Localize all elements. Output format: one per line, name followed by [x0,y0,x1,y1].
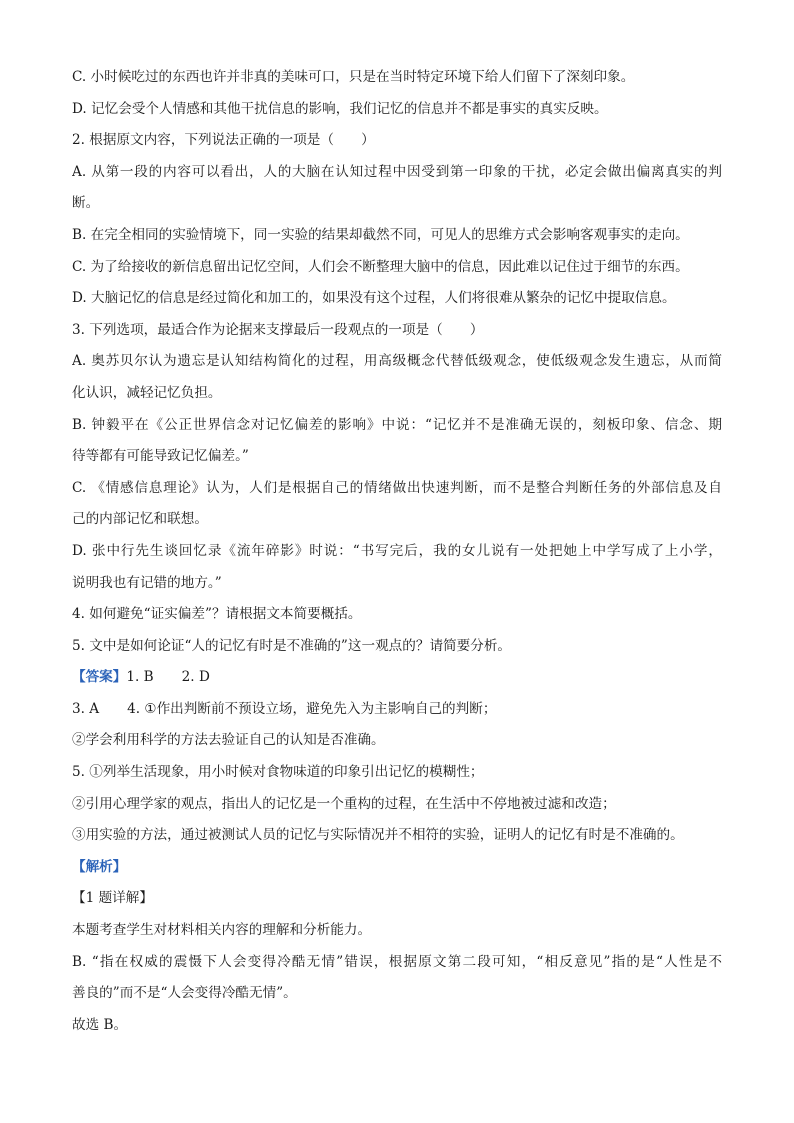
answer-3: 3. A [72,700,100,717]
answer-2: 2. D [181,669,210,686]
question-4: 4. 如何避免“证实偏差”？请根据文本简要概括。 [72,606,362,623]
detail-b-line1: B. “指在权威的震慑下人会变得冷酷无情”错误，根据原文第二段可知，“相反意见”指的是“人性是不 [72,953,722,970]
detail-intro: 本题考查学生对材料相关内容的理解和分析能力。 [72,922,372,939]
detail-b-line2: 善良的”而不是“人会变得冷酷无情”。 [72,985,297,1002]
answer-4-point-1: 4. ①作出判断前不预设立场，避免先入为主影响自己的判断； [127,700,497,717]
option-c-q2: C. 为了给接收的新信息留出记忆空间，人们会不断整理大脑中的信息，因此难以记住过于细节的东西。 [72,258,689,275]
answer-row-1 [72,662,722,694]
question-3: 3. 下列选项，最适合作为论据来支撑最后一段观点的一项是（ ） [72,321,484,338]
option-b-q2: B. 在完全相同的实验情境下，同一实验的结果却截然不同，可见人的思维方式会影响客观事实的走向。 [72,226,689,243]
option-d-q2: D. 大脑记忆的信息是经过简化和加工的，如果没有这个过程，人们将很难从繁杂的记忆中提取信息。 [72,290,676,307]
question-5: 5. 文中是如何论证“人的记忆有时是不准确的”这一观点的？请简要分析。 [72,637,512,654]
option-a-q2-line1: A. 从第一段的内容可以看出，人的大脑在认知过程中因受到第一印象的干扰，必定会做出偏离真实的判 [72,163,722,180]
option-b-q3-line2: 待等都有可能导致记忆偏差。” [72,448,249,465]
answer-4-point-2: ②学会利用科学的方法去验证自己的认知是否准确。 [72,732,385,749]
option-d-q3-line2: 说明我也有记错的地方。” [72,574,222,591]
conclusion: 故选 B。 [72,1016,128,1033]
option-c-q3-line2: 己的内部记忆和联想。 [72,511,208,528]
question-2: 2. 根据原文内容，下列说法正确的一项是（ ） [72,132,375,149]
analysis-row [72,852,722,884]
answer-1: 1. B [126,669,154,686]
document-page [72,62,722,1041]
answer-5-point-3: ③用实验的方法，通过被测试人员的记忆与实际情况并不相符的实验，证明人的记忆有时是不准确的。 [72,827,684,844]
analysis-tag: 【解析】 [72,858,127,875]
answer-tag: 【答案】 [72,669,127,686]
option-c-q3-line1: C. 《情感信息理论》认为，人们是根据自己的情绪做出快速判断，而不是整合判断任务的外部信息及自 [72,479,722,496]
answer-5-point-2: ②引用心理学家的观点，指出人的记忆是一个重构的过程，在生活中不停地被过滤和改造； [72,795,616,812]
detail-title: 【1 题详解】 [72,890,153,907]
answer-row-2 [72,694,722,726]
option-c-q1: C. 小时候吃过的东西也许并非真的美味可口，只是在当时特定环境下给人们留下了深刻印象。 [72,69,635,85]
option-a-q2-line2: 断。 [72,195,100,212]
option-a-q3-line1: A. 奥苏贝尔认为遗忘是认知结构简化的过程，用高级概念代替低级观念，使低级观念发生遗忘，从而简 [72,353,722,370]
option-b-q3-line1: B. 钟毅平在《公正世界信念对记忆偏差的影响》中说：“记忆并不是准确无误的，刻板印象、信念、期 [72,416,722,433]
option-d-q3-line1: D. 张中行先生谈回忆录《流年碎影》时说：“书写完后，我的女儿说有一处把她上中学写成了上小学， [72,542,722,559]
option-d-q1: D. 记忆会受个人情感和其他干扰信息的影响，我们记忆的信息并不都是事实的真实反映。 [72,100,608,117]
option-a-q3-line2: 化认识，减轻记忆负担。 [72,384,222,401]
answer-5-point-1: 5. ①列举生活现象，用小时候对食物味道的印象引出记忆的模糊性； [72,764,484,781]
